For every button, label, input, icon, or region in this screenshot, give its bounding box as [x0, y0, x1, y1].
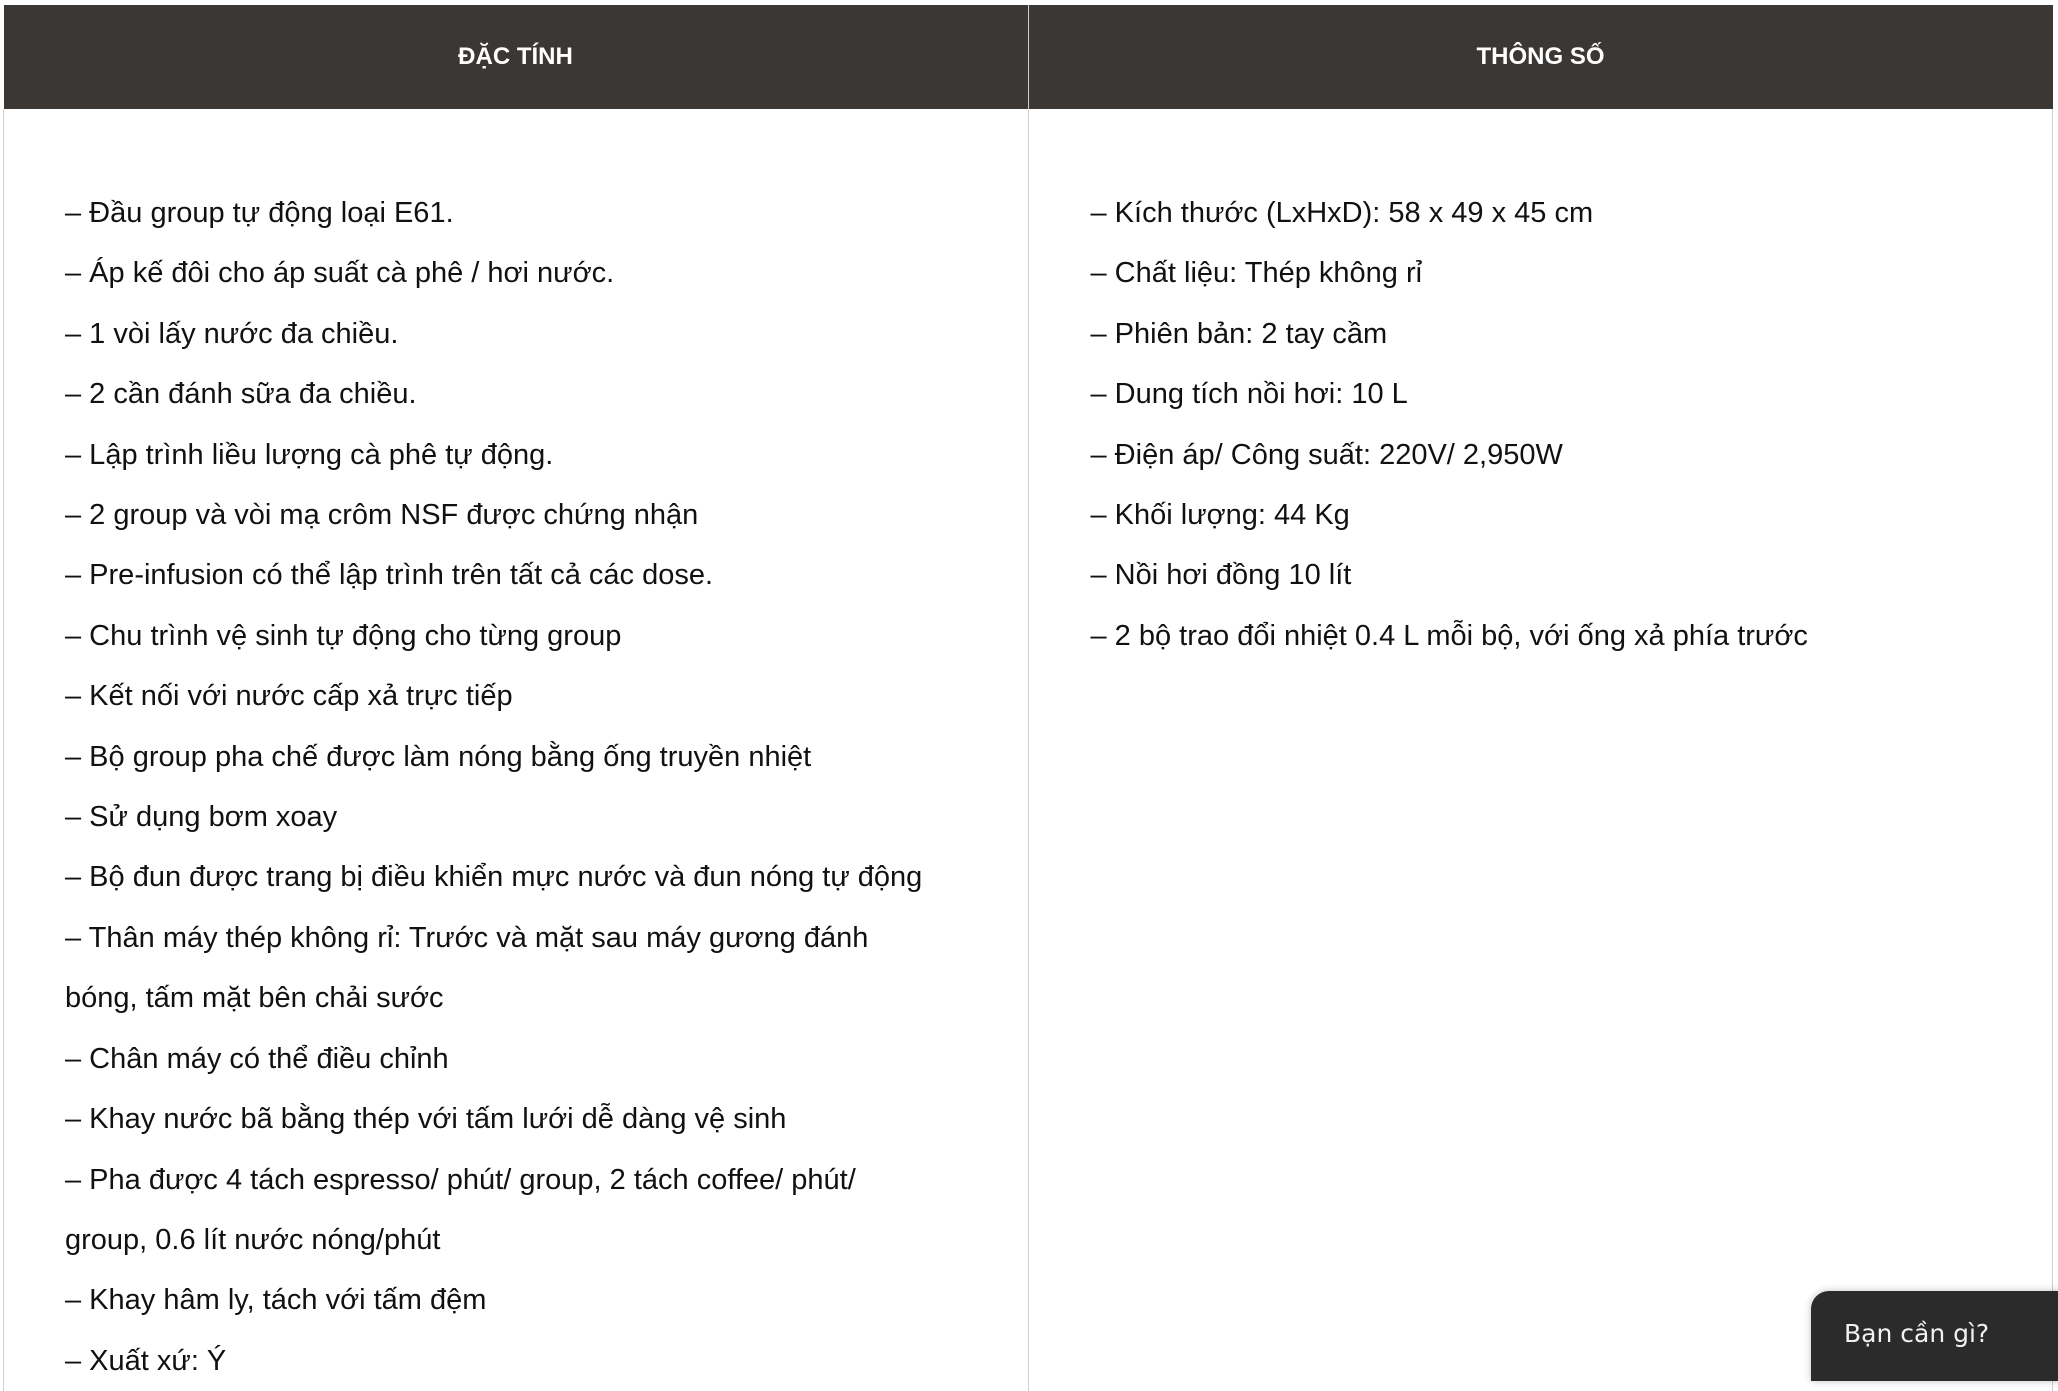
feature-line: – Kết nối với nước cấp xả trực tiếp	[65, 680, 513, 713]
feature-line: – Lập trình liều lượng cà phê tự động.	[65, 438, 554, 471]
spec-line: – Khối lượng: 44 Kg	[1090, 499, 1350, 532]
feature-line: – Pre-infusion có thể lập trình trên tất cả các dose.	[65, 559, 714, 592]
feature-line: – Áp kế đôi cho áp suất cà phê / hơi nước.	[65, 257, 615, 290]
feature-line: – Thân máy thép không rỉ: Trước và mặt sau máy gương đánh	[65, 921, 869, 954]
spec-line: – 2 bộ trao đổi nhiệt 0.4 L mỗi bộ, với ống xả phía trước	[1090, 619, 1808, 652]
feature-line: – Pha được 4 tách espresso/ phút/ group, 2 tách coffee/ phút/	[65, 1163, 856, 1196]
feature-line: – Chu trình vệ sinh tự động cho từng group	[65, 619, 622, 652]
chat-widget-label: Bạn cần gì?	[1844, 1319, 1990, 1348]
spec-table	[3, 5, 2053, 1391]
chat-widget-button[interactable]	[1811, 1291, 2058, 1381]
feature-line: – 1 vòi lấy nước đa chiều.	[65, 317, 399, 350]
spec-line: – Điện áp/ Công suất: 220V/ 2,950W	[1090, 438, 1563, 471]
header-specs: THÔNG SỐ	[1028, 5, 2053, 109]
feature-line: bóng, tấm mặt bên chải sước	[65, 982, 444, 1015]
feature-line: – 2 cần đánh sữa đa chiều.	[65, 378, 417, 411]
specs-cell	[1028, 109, 2053, 1391]
table-header-row	[4, 5, 2053, 109]
feature-line: – Đầu group tự động loại E61.	[65, 197, 454, 229]
spec-line: – Dung tích nồi hơi: 10 L	[1090, 378, 1408, 411]
spec-line: – Nồi hơi đồng 10 lít	[1090, 559, 1352, 592]
feature-line: – 2 group và vòi mạ crôm NSF được chứng nhận	[65, 499, 699, 532]
header-features: ĐẶC TÍNH	[4, 5, 1029, 109]
feature-line: – Bộ đun được trang bị điều khiển mực nước và đun nóng tự động	[65, 861, 923, 894]
feature-line: – Xuất xứ: Ý	[65, 1344, 227, 1377]
feature-line: – Chân máy có thể điều chỉnh	[65, 1042, 449, 1075]
feature-line: – Khay hâm ly, tách với tấm đệm	[65, 1284, 487, 1317]
spec-line: – Chất liệu: Thép không rỉ	[1090, 257, 1423, 290]
spec-line: – Kích thước (LxHxD): 58 x 49 x 45 cm	[1090, 197, 1594, 229]
spec-line: – Phiên bản: 2 tay cầm	[1090, 317, 1388, 350]
feature-line: – Khay nước bã bằng thép với tấm lưới dễ dàng vệ sinh	[65, 1103, 787, 1136]
feature-line: group, 0.6 lít nước nóng/phút	[65, 1223, 441, 1256]
feature-line: – Sử dụng bơm xoay	[65, 801, 338, 834]
features-cell	[4, 109, 1029, 1391]
feature-line: – Bộ group pha chế được làm nóng bằng ống truyền nhiệt	[65, 740, 812, 773]
table-row	[4, 109, 2053, 1391]
